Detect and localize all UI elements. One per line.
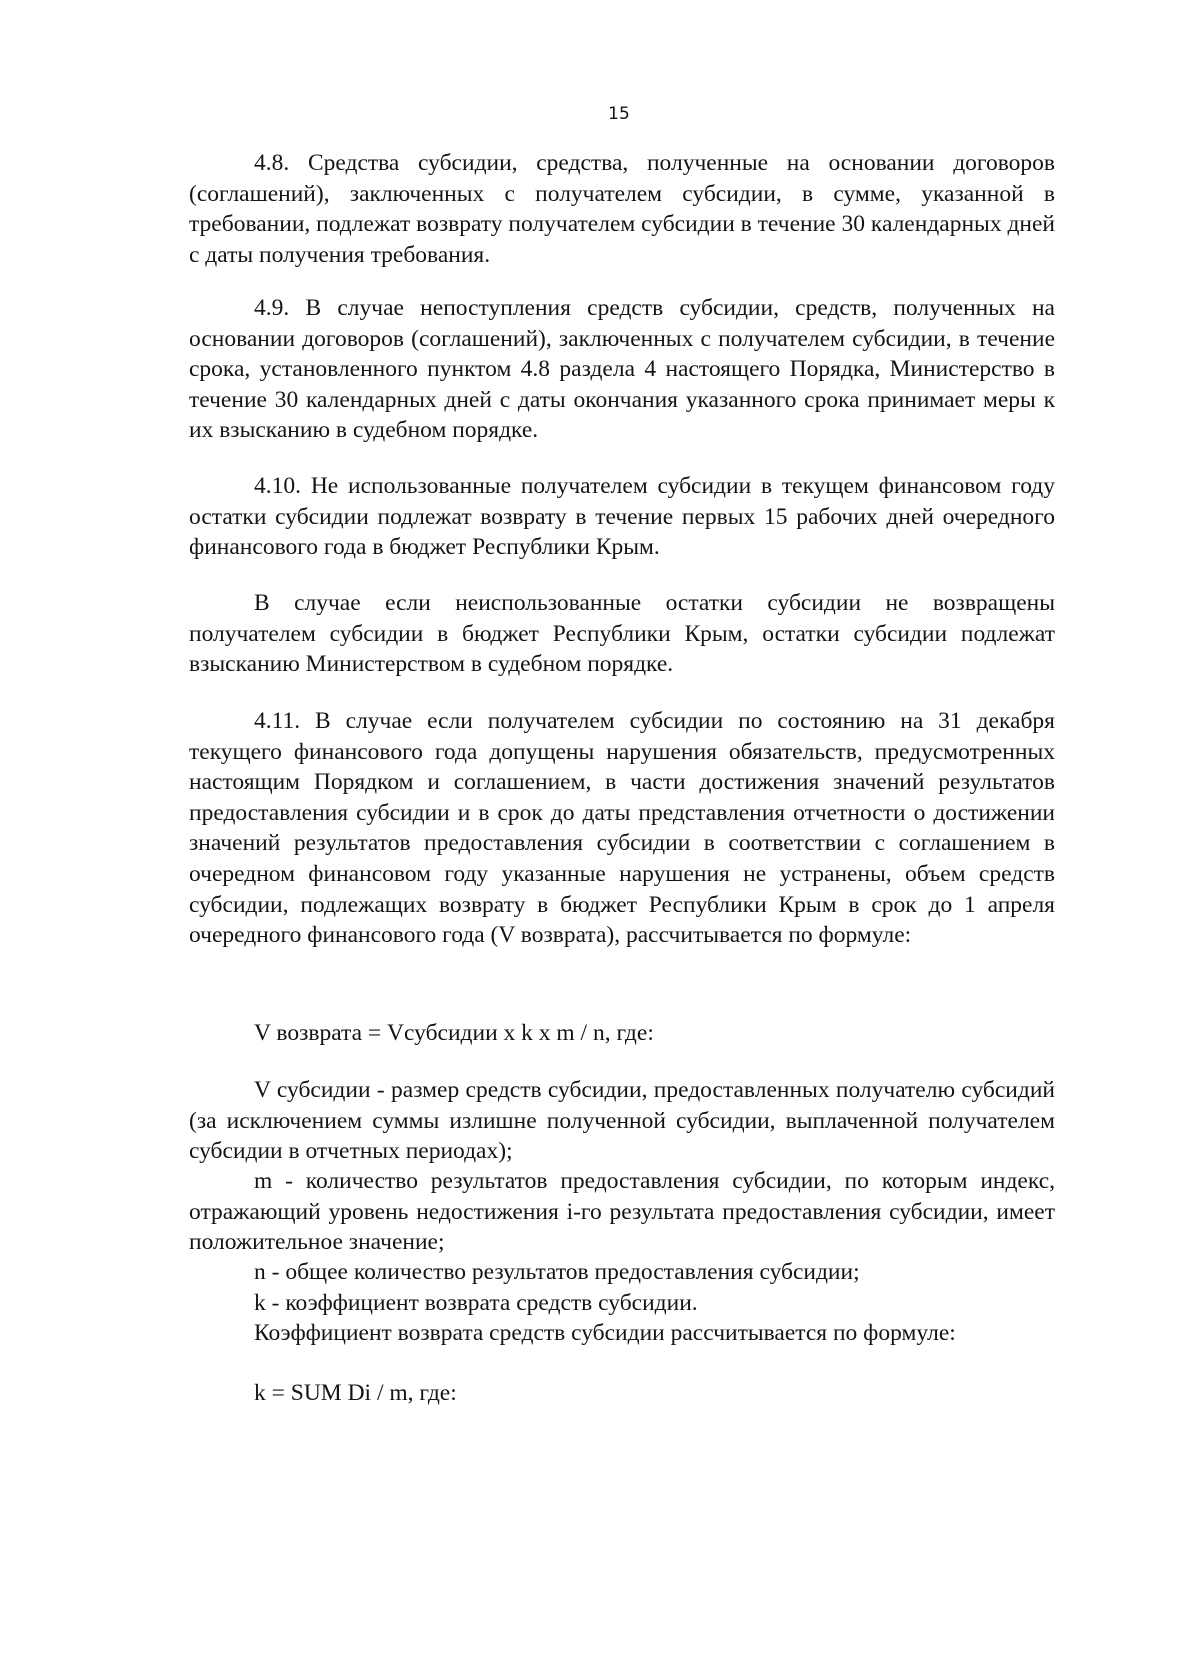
k-formula-intro: Коэффициент возврата средств субсидии рассчитывается по формуле: [254, 1320, 956, 1346]
paragraph-4-8: 4.8. Средства субсидии, средства, полученные на основании договоров (соглашений), заключенных с получателем субсидии, в сумме, указанной в требовании, подлежат возврату получателем субсидии в течение 30 календарных дней с даты получения требования. [189, 150, 1055, 268]
page-number: 15 [608, 104, 630, 124]
paragraph-4-9: 4.9. В случае непоступления средств субсидии, средств, полученных на основании договоров (соглашений), заключенных с получателем субсидии, в течение срока, установленного пунктом 4.8 раздела 4 настоящего Порядка, Министерство в течение 30 календарных дней с даты окончания указанного срока принимает меры к их взысканию в судебном порядке. [189, 295, 1055, 444]
definition-m: m - количество результатов предоставления субсидии, по которым индекс, отражающий уровень недостижения i-го результата предоставления субсидии, имеет положительное значение; [189, 1168, 1055, 1256]
formula-k: k = SUM Di / m, где: [254, 1380, 457, 1406]
definition-n: n - общее количество результатов предоставления субсидии; [254, 1259, 860, 1285]
paragraph-4-10-continued: В случае если неиспользованные остатки субсидии не возвращены получателем субсидии в бюджет Республики Крым, остатки субсидии подлежат взысканию Министерством в судебном порядке. [189, 590, 1055, 678]
paragraph-4-11: 4.11. В случае если получателем субсидии по состоянию на 31 декабря текущего финансового года допущены нарушения обязательств, предусмотренных настоящим Порядком и соглашением, в части достижения значений результатов предоставления субсидии и в срок до даты представления отчетности о достижении значений результатов предоставления субсидии в соответствии с соглашением в очередном финансовом году указанные нарушения не устранены, объем средств субсидии, подлежащих возврату в бюджет Республики Крым в срок до 1 апреля очередного финансового года (V возврата), рассчитывается по формуле: [189, 708, 1055, 949]
definition-v-subsidy: V субсидии - размер средств субсидии, предоставленных получателю субсидий (за исключением суммы излишне полученной субсидии, выплаченной получателем субсидии в отчетных периодах); [189, 1077, 1055, 1165]
paragraph-4-10: 4.10. Не использованные получателем субсидии в текущем финансовом году остатки субсидии подлежат возврату в течение первых 15 рабочих дней очередного финансового года в бюджет Республики Крым. [189, 473, 1055, 561]
definition-k: k - коэффициент возврата средств субсидии. [254, 1290, 698, 1316]
formula-v-return: V возврата = Vсубсидии x k x m / n, где: [254, 1020, 654, 1046]
